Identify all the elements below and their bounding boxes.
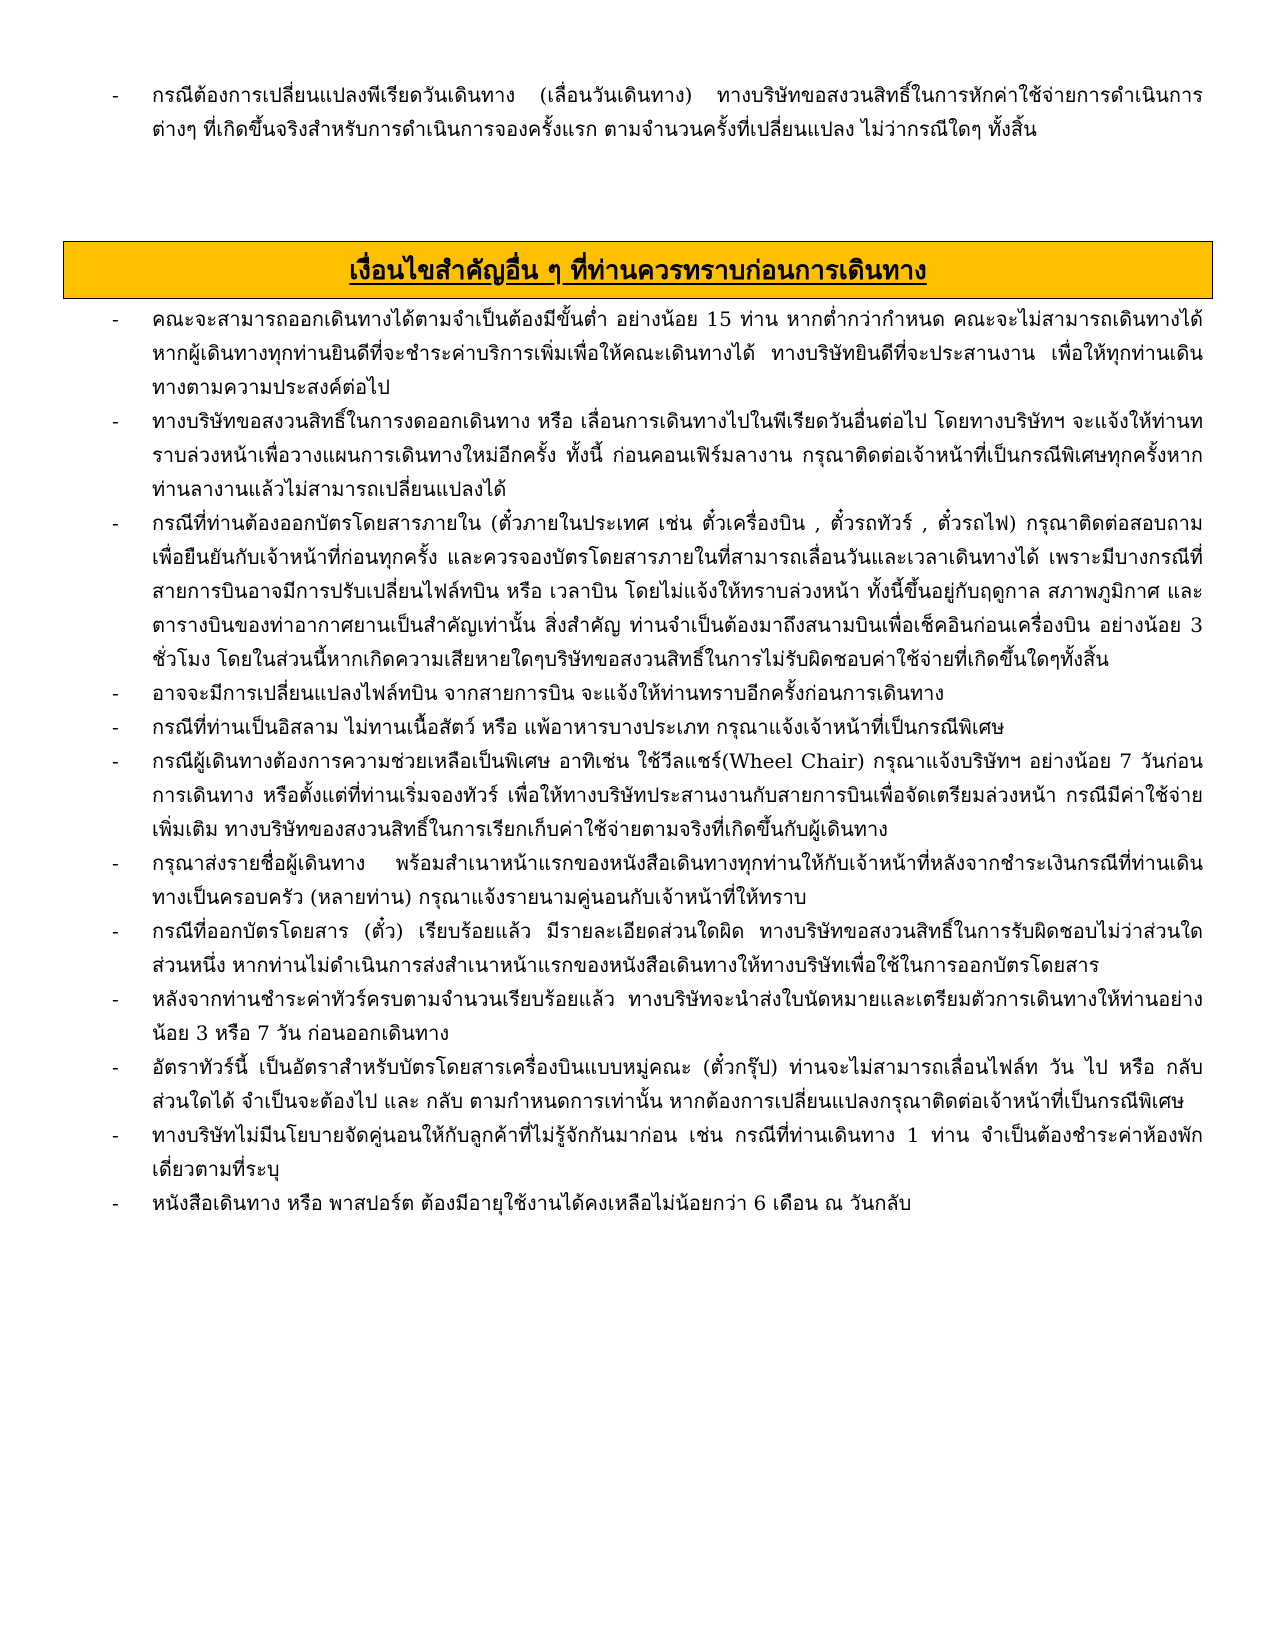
bullet-dash: - xyxy=(112,987,119,1011)
list-item-text: คณะจะสามารถออกเดินทางได้ตามจำเป็นต้องมีขั้นต่ำ อย่างน้อย 15 ท่าน หากต่ำกว่ากำหนด คณะจะไม่สามารถเดินทางได้ หากผู้เดินทางทุกท่านยินดีที่จะชำระค่าบริการเพิ่มเพื่อให้คณะเดินทางได้ ทางบริษัทยินดีที่จะประสานงาน เพื่อให้ทุกท่านเดินทางตามความประสงค์ต่อไป xyxy=(152,307,1203,399)
list-item-text: ทางบริษัทขอสงวนสิทธิ์ในการงดออกเดินทาง หรือ เลื่อนการเดินทางไปในพีเรียดวันอื่นต่อไป โดยทางบริษัทฯ จะแจ้งให้ท่านทราบล่วงหน้าเพื่อวางแผนการเดินทางใหม่อีกครั้ง ทั้งนี้ ก่อนคอนเฟิร์มลางาน กรุณาติดต่อเจ้าหน้าที่เป็นกรณีพิเศษทุกครั้งหากท่านลางานแล้วไม่สามารถเปลี่ยนแปลงได้ xyxy=(152,409,1203,501)
list-item xyxy=(108,1050,1203,1118)
bullet-dash: - xyxy=(112,851,119,875)
bullet-dash: - xyxy=(112,409,119,433)
list-item xyxy=(108,676,1203,710)
list-item-text: กรณีที่ท่านเป็นอิสลาม ไม่ทานเนื้อสัตว์ หรือ แพ้อาหารบางประเภท กรุณาแจ้งเจ้าหน้าที่เป็นกรณีพิเศษ xyxy=(152,715,1005,739)
list-item xyxy=(108,982,1203,1050)
bullet-dash: - xyxy=(112,83,119,107)
list-item xyxy=(108,914,1203,982)
list-item-text: อาจจะมีการเปลี่ยนแปลงไฟล์ทบิน จากสายการบิน จะแจ้งให้ท่านทราบอีกครั้งก่อนการเดินทาง xyxy=(152,681,945,705)
list-item xyxy=(108,404,1203,506)
bullet-dash: - xyxy=(112,715,119,739)
list-item-text: กรณีต้องการเปลี่ยนแปลงพีเรียดวันเดินทาง (เลื่อนวันเดินทาง) ทางบริษัทขอสงวนสิทธิ์ในการหักค่าใช้จ่ายการดำเนินการต่างๆ ที่เกิดขึ้นจริงสำหรับการดำเนินการจองครั้งแรก ตามจำนวนครั้งที่เปลี่ยนแปลง ไม่ว่ากรณีใดๆ ทั้งสิ้น xyxy=(152,83,1203,141)
list-item xyxy=(108,744,1203,846)
list-item-text: กรุณาส่งรายชื่อผู้เดินทาง พร้อมสำเนาหน้าแรกของหนังสือเดินทางทุกท่านให้กับเจ้าหน้าที่หลังจากชำระเงินกรณีที่ท่านเดินทางเป็นครอบครัว (หลายท่าน) กรุณาแจ้งรายนามคู่นอนกับเจ้าหน้าที่ให้ทราบ xyxy=(152,851,1203,909)
bullet-dash: - xyxy=(112,1123,119,1147)
list-item xyxy=(108,506,1203,676)
list-item-text: กรณีผู้เดินทางต้องการความช่วยเหลือเป็นพิเศษ อาทิเช่น ใช้วีลแชร์(Wheel Chair) กรุณาแจ้งบริษัทฯ อย่างน้อย 7 วันก่อนการเดินทาง หรือตั้งแต่ที่ท่านเริ่มจองทัวร์ เพื่อให้ทางบริษัทประสานงานกับสายการบินเพื่อจัดเตรียมล่วงหน้า กรณีมีค่าใช้จ่ายเพิ่มเติม ทางบริษัทของสงวนสิทธิ์ในการเรียกเก็บค่าใช้จ่ายตามจริงที่เกิดขึ้นกับผู้เดินทาง xyxy=(152,749,1203,841)
list-item xyxy=(108,302,1203,404)
list-item-text: กรณีที่ท่านต้องออกบัตรโดยสารภายใน (ตั๋วภายในประเทศ เช่น ตั๋วเครื่องบิน , ตั๋วรถทัวร์ , ตั๋วรถไฟ) กรุณาติดต่อสอบถามเพื่อยืนยันกับเจ้าหน้าที่ก่อนทุกครั้ง และควรจองบัตรโดยสารภายในที่สามารถเลื่อนวันและเวลาเดินทางได้ เพราะมีบางกรณีที่สายการบินอาจมีการปรับเปลี่ยนไฟล์ทบิน หรือ เวลาบิน โดยไม่แจ้งให้ทราบล่วงหน้า ทั้งนี้ขึ้นอยู่กับฤดูกาล สภาพภูมิกาศ และ ตารางบินของท่าอากาศยานเป็นสำคัญเท่านั้น สิ่งสำคัญ ท่านจำเป็นต้องมาถึงสนามบินเพื่อเช็คอินก่อนเครื่องบิน อย่างน้อย 3 ชั่วโมง โดยในส่วนนี้หากเกิดความเสียหายใดๆบริษัทขอสงวนสิทธิ์ในการไม่รับผิดชอบค่าใช้จ่ายที่เกิดขึ้นใดๆทั้งสิ้น xyxy=(152,511,1203,671)
bullet-dash: - xyxy=(112,681,119,705)
list-item-text: กรณีที่ออกบัตรโดยสาร (ตั๋ว) เรียบร้อยแล้ว มีรายละเอียดส่วนใดผิด ทางบริษัทขอสงวนสิทธิ์ในการรับผิดชอบไม่ว่าส่วนใดส่วนหนึ่ง หากท่านไม่ดำเนินการส่งสำเนาหน้าแรกของหนังสือเดินทางให้ทางบริษัทเพื่อใช้ในการออกบัตรโดยสาร xyxy=(152,919,1203,977)
bullet-dash: - xyxy=(112,307,119,331)
bullet-dash: - xyxy=(112,749,119,773)
bullet-dash: - xyxy=(112,1055,119,1079)
bullet-dash: - xyxy=(112,511,119,535)
list-item xyxy=(108,846,1203,914)
bullet-dash: - xyxy=(112,919,119,943)
list-item-text: หลังจากท่านชำระค่าทัวร์ครบตามจำนวนเรียบร้อยแล้ว ทางบริษัทจะนำส่งใบนัดหมายและเตรียมตัวการเดินทางให้ท่านอย่างน้อย 3 หรือ 7 วัน ก่อนออกเดินทาง xyxy=(152,987,1203,1045)
list-item xyxy=(108,1186,1203,1220)
top-list xyxy=(108,78,1203,146)
section-heading: เงื่อนไขสำคัญอื่น ๆ ที่ท่านควรทราบก่อนการเดินทาง xyxy=(349,255,927,286)
section-heading-banner xyxy=(63,241,1213,299)
list-item xyxy=(108,1118,1203,1186)
list-item xyxy=(108,78,1203,146)
bullet-dash: - xyxy=(112,1191,119,1215)
list-item-text: อัตราทัวร์นี้ เป็นอัตราสำหรับบัตรโดยสารเครื่องบินแบบหมู่คณะ (ตั๋วกรุ๊ป) ท่านจะไม่สามารถเลื่อนไฟล์ท วัน ไป หรือ กลับส่วนใดได้ จำเป็นจะต้องไป และ กลับ ตามกำหนดการเท่านั้น หากต้องการเปลี่ยนแปลงกรุณาติดต่อเจ้าหน้าที่เป็นกรณีพิเศษ xyxy=(152,1055,1203,1113)
conditions-list xyxy=(108,302,1203,1220)
list-item-text: หนังสือเดินทาง หรือ พาสปอร์ต ต้องมีอายุใช้งานได้คงเหลือไม่น้อยกว่า 6 เดือน ณ วันกลับ xyxy=(152,1191,912,1215)
list-item-text: ทางบริษัทไม่มีนโยบายจัดคู่นอนให้กับลูกค้าที่ไม่รู้จักกันมาก่อน เช่น กรณีที่ท่านเดินทาง 1 ท่าน จำเป็นต้องชำระค่าห้องพักเดี่ยวตามที่ระบุ xyxy=(152,1123,1203,1181)
list-item xyxy=(108,710,1203,744)
